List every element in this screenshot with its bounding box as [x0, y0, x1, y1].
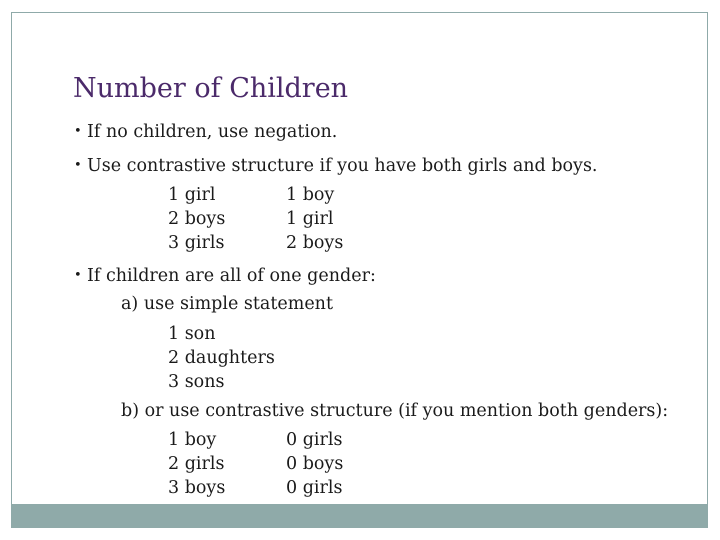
example-right-item: 1 boy	[286, 185, 335, 205]
bullet-marker: •	[74, 124, 82, 139]
sub-b-left-item: 2 girls	[168, 454, 225, 474]
example-left-item: 2 boys	[168, 209, 226, 229]
bullet-text-contrastive: Use contrastive structure if you have both girls and boys.	[87, 156, 598, 176]
page-title: Number of Children	[73, 73, 349, 104]
example-left-item: 1 girl	[168, 185, 216, 205]
bullet-text-one-gender: If children are all of one gender:	[87, 266, 376, 286]
sub-a-item: 1 son	[168, 324, 216, 344]
bullet-marker: •	[74, 158, 82, 173]
example-right-item: 2 boys	[286, 233, 344, 253]
sub-a-label: a) use simple statement	[121, 294, 333, 314]
bullet-marker: •	[74, 268, 82, 283]
sub-b-label: b) or use contrastive structure (if you mention both genders):	[121, 401, 669, 421]
sub-b-left-item: 1 boy	[168, 430, 217, 450]
sub-b-right-item: 0 girls	[286, 430, 343, 450]
footer-accent-bar	[11, 504, 708, 528]
example-right-item: 1 girl	[286, 209, 334, 229]
sub-b-left-item: 3 boys	[168, 478, 226, 498]
sub-b-right-item: 0 boys	[286, 454, 344, 474]
sub-b-right-item: 0 girls	[286, 478, 343, 498]
example-left-item: 3 girls	[168, 233, 225, 253]
sub-a-item: 3 sons	[168, 372, 225, 392]
sub-a-item: 2 daughters	[168, 348, 275, 368]
bullet-text-negation: If no children, use negation.	[87, 122, 338, 142]
